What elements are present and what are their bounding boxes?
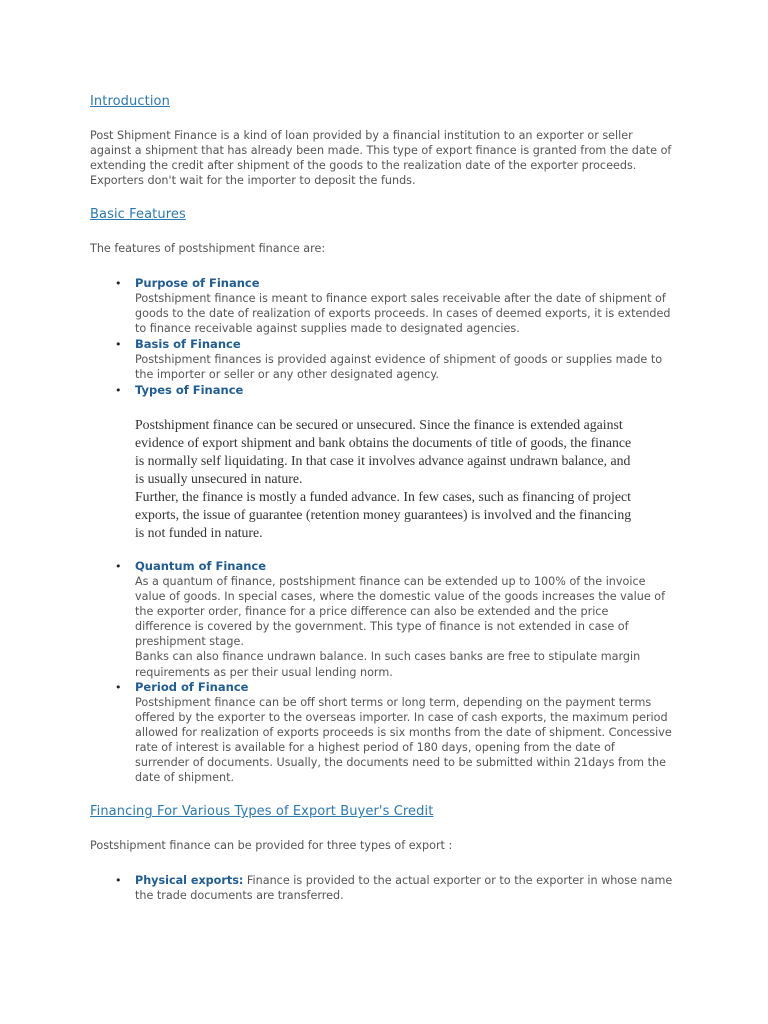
basic-features-heading: Basic Features	[90, 207, 186, 222]
body-line: allowed for realization of exports proceeds is six months from the date of shipment. Concessive	[135, 726, 672, 740]
body-line: surrender of documents. Usually, the documents need to be submitted within 21days from the	[135, 756, 666, 770]
body-line: rate of interest is available for a highest period of 180 days, opening from the date of	[135, 741, 615, 755]
paragraph-line: Exporters don't wait for the importer to deposit the funds.	[90, 174, 416, 188]
financing-types-intro: Postshipment finance can be provided for three types of export :	[90, 839, 453, 852]
body-line: requirements as per their usual lending norm.	[135, 665, 393, 679]
body-line: to finance receivable against supplies made to designated agencies.	[135, 322, 520, 336]
body-line: the importer or seller or any other designated agency.	[135, 368, 439, 382]
introduction-heading: Introduction	[90, 94, 170, 109]
item-title: Purpose of Finance	[135, 276, 260, 290]
body-line: Further, the finance is mostly a funded advance. In few cases, such as financing of project	[135, 489, 631, 504]
item-body	[135, 873, 695, 903]
body-line: value of goods. In special cases, where the domestic value of the goods increases the value of	[135, 590, 666, 604]
paragraph-line: extending the credit after shipment of the goods to the realization date of the exporter proceeds.	[90, 159, 637, 173]
body-line: goods to the date of realization of exports proceeds. In cases of deemed exports, it is extended	[135, 307, 671, 321]
bullet-icon: •	[115, 338, 122, 351]
item-body	[135, 352, 695, 382]
body-line: offered by the exporter to the overseas importer. In case of cash exports, the maximum period	[135, 711, 668, 725]
bullet-icon: •	[115, 277, 122, 290]
bullet-icon: •	[115, 560, 122, 573]
introduction-paragraph	[90, 128, 690, 188]
bullet-icon: •	[115, 384, 122, 397]
body-line: difference is covered by the government. This type of finance is not extended in case of	[135, 620, 629, 634]
item-body	[135, 574, 695, 680]
body-line	[135, 873, 695, 888]
item-text: Finance is provided to the actual exporter or to the exporter in whose name	[243, 874, 673, 887]
financing-types-heading: Financing For Various Types of Export Buyer's Credit	[90, 804, 434, 819]
body-line: exports, the issue of guarantee (retention money guarantees) is involved and the financing	[135, 507, 632, 522]
body-line: evidence of export shipment and bank obtains the documents of title of goods, the finance	[135, 435, 632, 450]
types-of-finance-body	[135, 416, 695, 542]
body-line: As a quantum of finance, postshipment finance can be extended up to 100% of the invoice	[135, 575, 646, 588]
item-body	[135, 291, 695, 336]
body-line: the exporter order, finance for a price difference can also be extended and the price	[135, 605, 609, 619]
paragraph-line: Post Shipment Finance is a kind of loan provided by a financial institution to an exporter or seller	[90, 129, 633, 142]
body-line: Postshipment finances is provided against evidence of shipment of goods or supplies made to	[135, 353, 663, 366]
bullet-icon: •	[115, 874, 122, 887]
body-line: is normally self liquidating. In that case it involves advance against undrawn balance, and	[135, 453, 631, 468]
body-line: Postshipment finance can be secured or unsecured. Since the finance is extended against	[135, 417, 623, 432]
paragraph-line: against a shipment that has already been made. This type of export finance is granted from the date of	[90, 144, 672, 158]
bullet-icon: •	[115, 681, 122, 694]
item-body	[135, 695, 695, 786]
body-line: is not funded in nature.	[135, 525, 263, 540]
basic-features-intro: The features of postshipment finance are:	[90, 242, 326, 255]
item-title: Types of Finance	[135, 383, 244, 397]
item-title: Period of Finance	[135, 680, 249, 694]
body-line: is usually unsecured in nature.	[135, 471, 303, 486]
body-line: preshipment stage.	[135, 635, 244, 649]
body-line: date of shipment.	[135, 771, 235, 785]
body-line: the trade documents are transferred.	[135, 889, 344, 903]
item-title: Physical exports:	[135, 874, 244, 887]
body-line: Postshipment finance is meant to finance export sales receivable after the date of shipment of	[135, 292, 666, 305]
body-line: Banks can also finance undrawn balance. In such cases banks are free to stipulate margin	[135, 650, 641, 664]
item-title: Quantum of Finance	[135, 559, 267, 573]
body-line: Postshipment finance can be off short terms or long term, depending on the payment terms	[135, 696, 652, 709]
item-title: Basis of Finance	[135, 337, 241, 351]
